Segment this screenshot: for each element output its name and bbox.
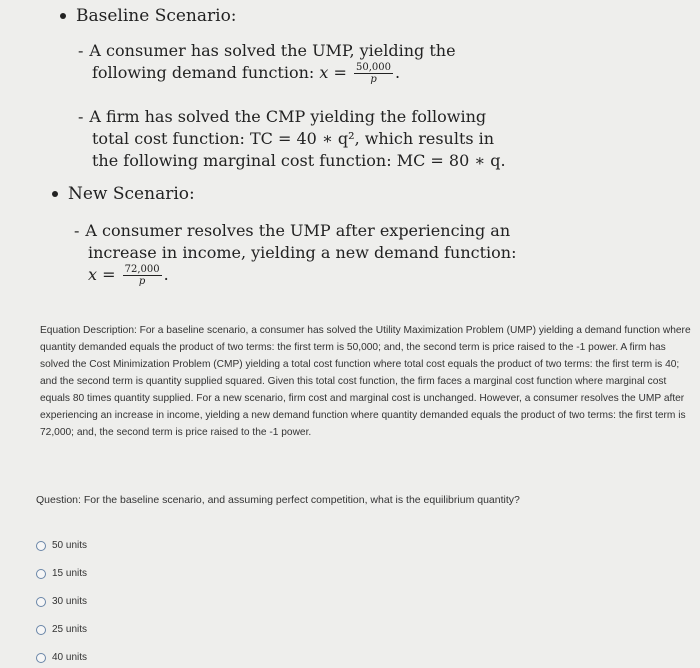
demand-fraction: $\frac{50,000}{p}$ — [356, 62, 392, 85]
baseline-item-1: - A consumer has solved the UMP, yielding the following demand function: x = $\frac{50,000}{p}$ . — [78, 41, 456, 85]
radio-button[interactable] — [36, 541, 46, 551]
option-40-units[interactable]: 40 units — [36, 652, 87, 663]
radio-button[interactable] — [36, 569, 46, 579]
radio-button[interactable] — [36, 625, 46, 635]
new-scenario-item-1: - A consumer resolves the UMP after experiencing an increase in income, yielding a new demand function: x = $\frac{72,000}{p}$ . — [74, 221, 517, 287]
option-50-units[interactable]: 50 units — [36, 540, 87, 551]
equation-description: Equation Description: For a baseline scenario, a consumer has solved the Utility Maximization Problem (UMP) yielding a demand function where quantity demanded equals the product of two terms: the first term is 50,000; and, the second term is price raised to the -1 power. A firm has solved the Cost Minimization Problem (CMP) yielding a total cost function where total cost equals the product of two terms: the first term is 40; and the second term is quantity supplied squared. Given this total cost function, the firm faces a marginal cost function where marginal cost equals 80 times quantity supplied. For a new scenario, firm cost and marginal cost is unchanged. However, a consumer resolves the UMP after experiencing an increase in income, yielding a new demand function where quantity demanded equals the product of two terms: the first term is 72,000; and, the second term is price raised to the -1 power. — [40, 325, 691, 438]
new-scenario-heading: New Scenario: — [52, 184, 195, 204]
radio-button[interactable] — [36, 597, 46, 607]
question-text: Question: For the baseline scenario, and assuming perfect competition, what is the equilibrium quantity? — [36, 494, 520, 506]
option-30-units[interactable]: 30 units — [36, 596, 87, 607]
baseline-heading: Baseline Scenario: — [60, 6, 237, 26]
bullet-icon — [60, 13, 66, 19]
option-25-units[interactable]: 25 units — [36, 624, 87, 635]
radio-button[interactable] — [36, 653, 46, 663]
option-15-units[interactable]: 15 units — [36, 568, 87, 579]
bullet-icon — [52, 191, 58, 197]
problem-statement — [0, 0, 700, 300]
baseline-item-2: - A firm has solved the CMP yielding the following total cost function: TC = 40 ∗ q², which results in the following marginal cost function: MC = 80 ∗ q. — [78, 107, 506, 170]
new-demand-fraction: $\frac{72,000}{p}$ — [124, 264, 160, 287]
